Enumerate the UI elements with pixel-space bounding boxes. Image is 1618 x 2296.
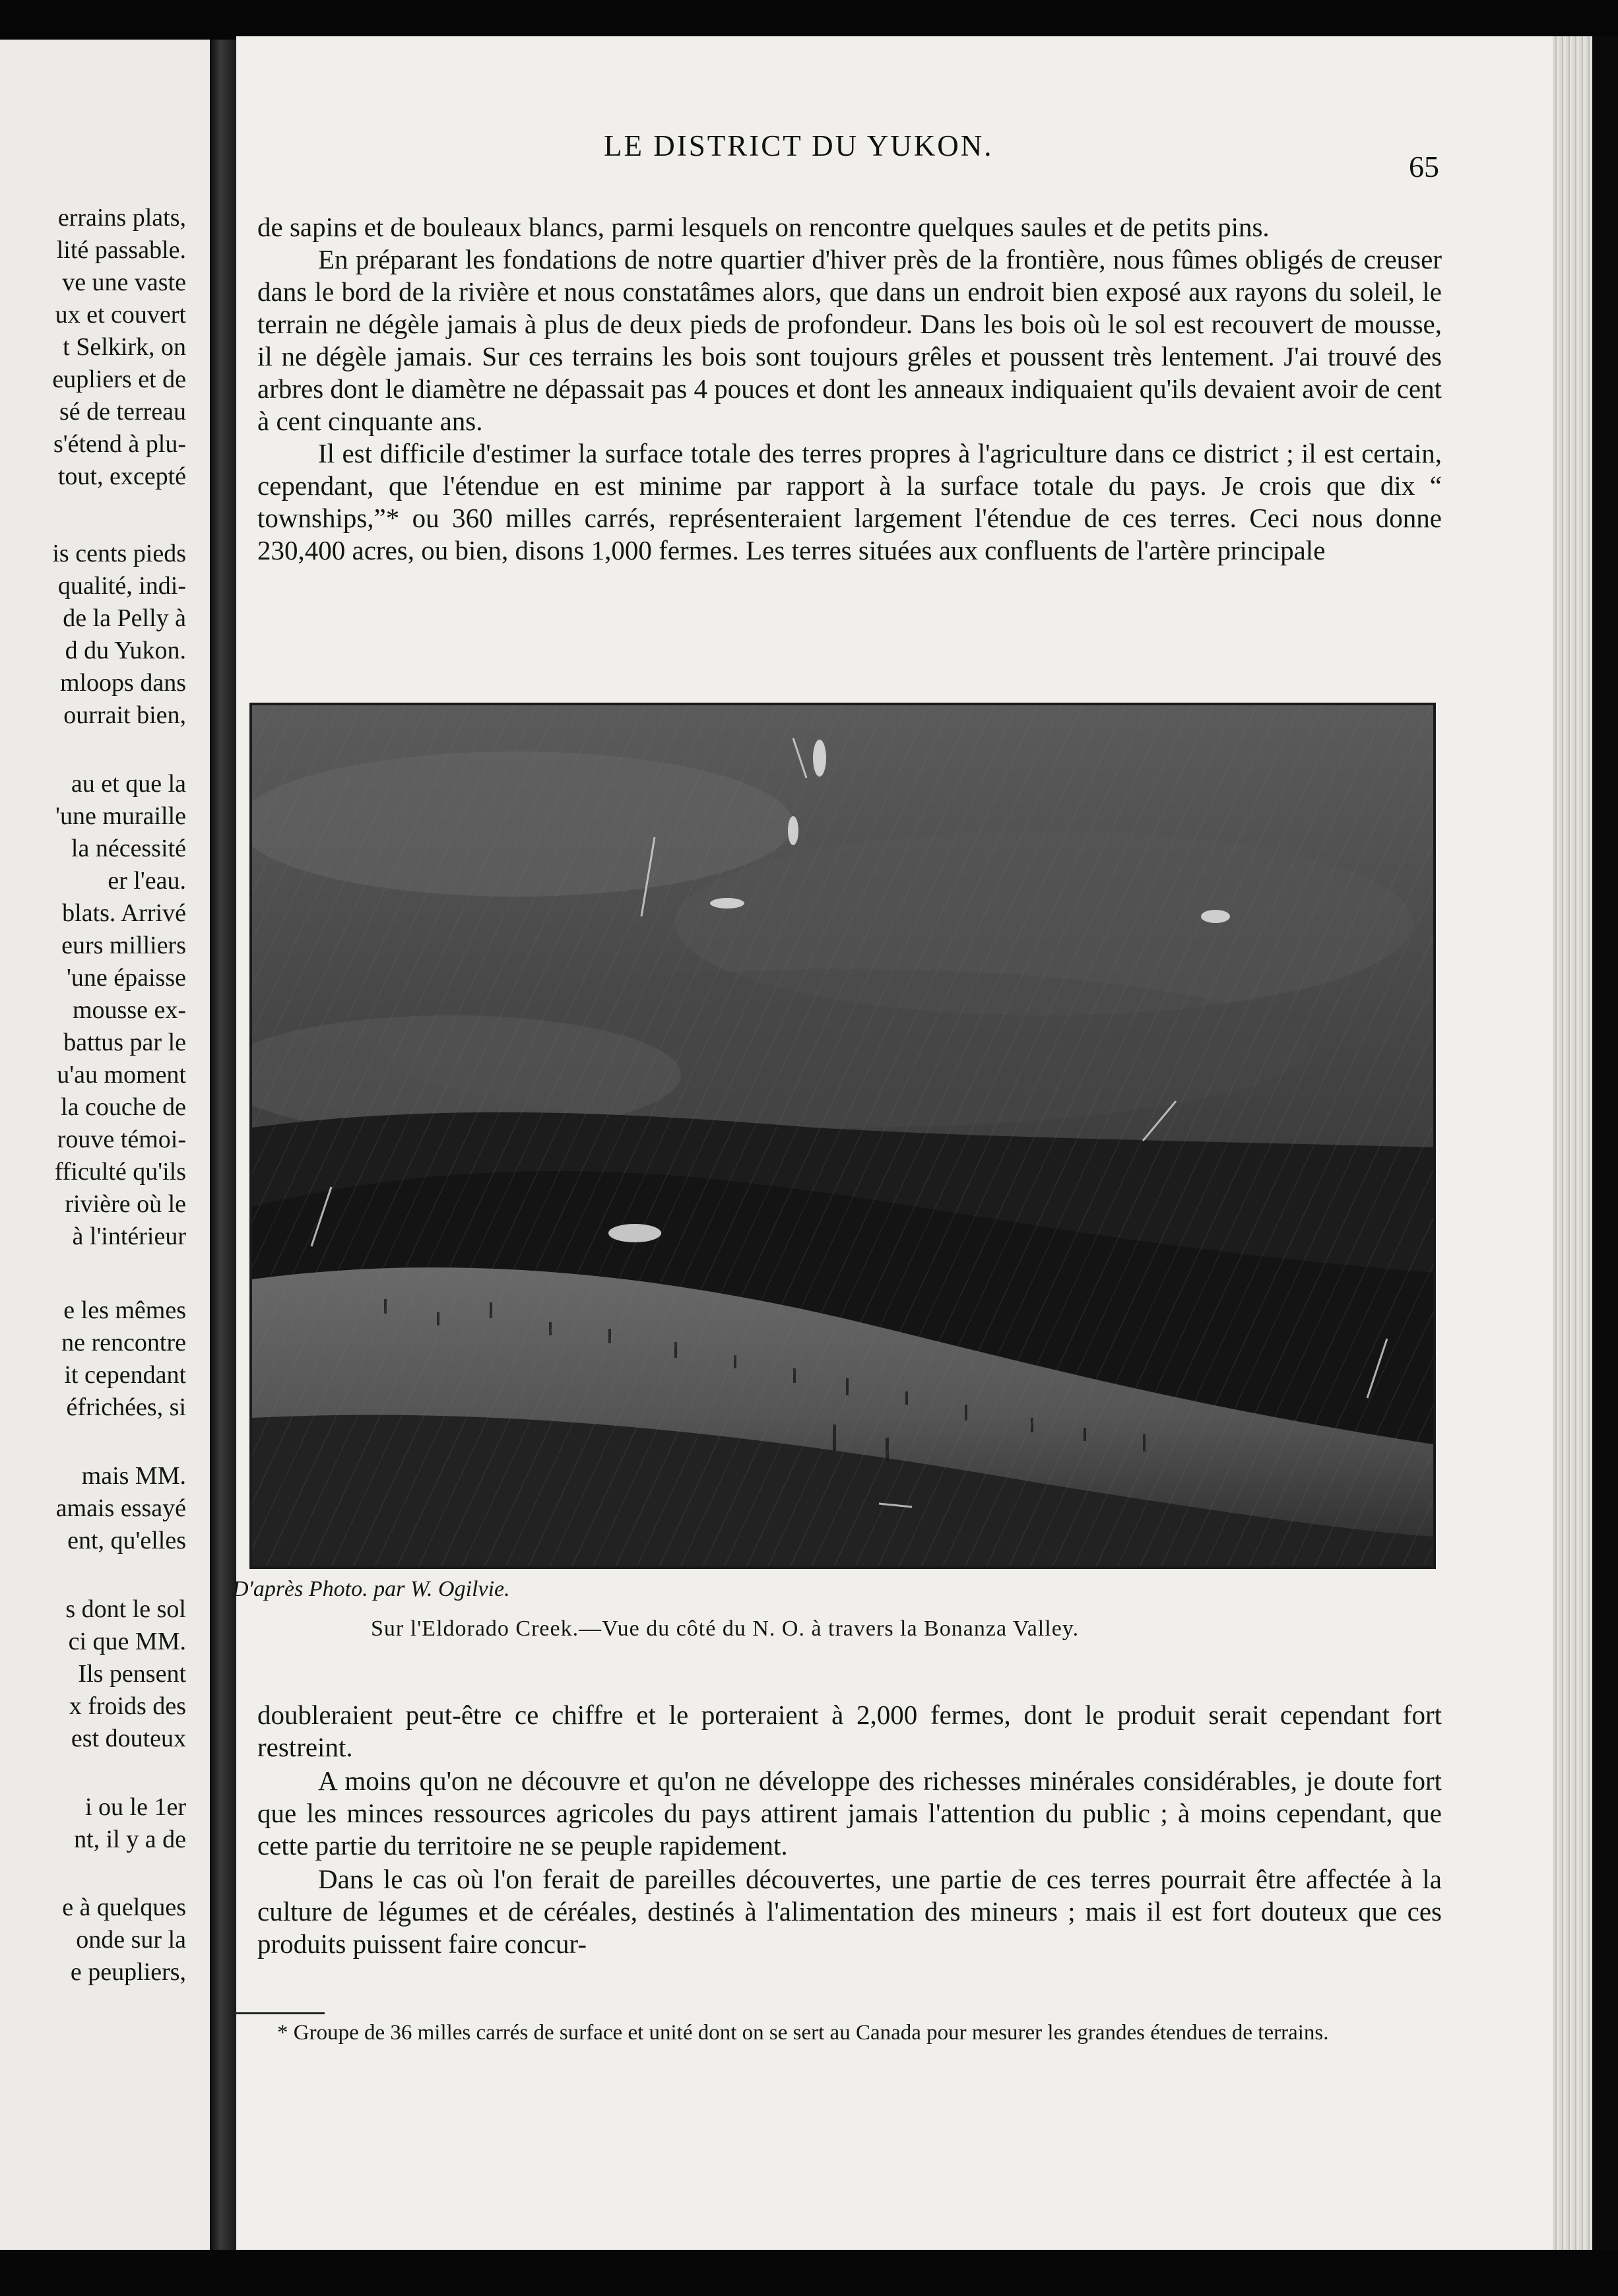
previous-page-line: er l'eau. bbox=[108, 867, 186, 895]
previous-page-line: est douteux bbox=[71, 1725, 186, 1752]
previous-page-line: la nécessité bbox=[71, 835, 186, 862]
previous-page-line: mousse ex- bbox=[72, 996, 186, 1024]
footnote-rule bbox=[232, 2012, 325, 2014]
previous-page-line: rouve témoi- bbox=[57, 1126, 186, 1153]
paragraph: de sapins et de bouleaux blancs, parmi lesquels on rencontre quelques saules et de petits pins. bbox=[257, 212, 1270, 242]
scan-border-bottom bbox=[0, 2250, 1618, 2296]
previous-page-line: ent, qu'elles bbox=[67, 1527, 186, 1554]
body-text-top bbox=[257, 211, 1442, 567]
previous-page-line: fficulté qu'ils bbox=[54, 1158, 186, 1186]
book-gutter bbox=[210, 40, 236, 2250]
previous-page-line: errains plats, bbox=[57, 204, 186, 232]
footnote-text: * Groupe de 36 milles carrés de surface et unité dont on se sert au Canada pour mesurer les grandes étendues de terrains. bbox=[277, 2021, 1329, 2045]
previous-page-line: lité passable. bbox=[56, 236, 186, 264]
previous-page-line: ux et couvert bbox=[55, 301, 186, 329]
paragraph: En préparant les fondations de notre quartier d'hiver près de la frontière, nous fûmes obligés de creuser dans le bord de la rivière et nous constatâmes alors, que dans un endroit bien exposé aux rayons du soleil, le terrain ne dégèle jamais à plus de deux pieds de profondeur. Dans les bois où le sol est recouvert de mousse, il ne dégèle jamais. Sur ces terrains les bois sont toujours grêles et poussent très lentement. J'ai trouvé des arbres dont le diamètre ne dépassait pas 4 pouces et dont les anneaux indiquaient qu'ils devaient avoir de cent à cent cinquante ans. bbox=[257, 244, 1442, 436]
previous-page-line: amais essayé bbox=[55, 1494, 186, 1522]
previous-page-line: e peupliers, bbox=[70, 1958, 186, 1986]
previous-page-line: u'au moment bbox=[57, 1061, 186, 1089]
previous-page-line: battus par le bbox=[63, 1029, 186, 1056]
previous-page-line: éfrichées, si bbox=[66, 1393, 186, 1421]
body-text-bottom bbox=[257, 1699, 1442, 1960]
previous-page-line: au et que la bbox=[71, 770, 186, 798]
previous-page-line: e à quelques bbox=[62, 1894, 186, 1921]
previous-page-line: rivière où le bbox=[65, 1190, 186, 1218]
photo-credit: D'après Photo. par W. Ogilvie. bbox=[232, 1577, 510, 1601]
previous-page-line: onde sur la bbox=[76, 1926, 186, 1954]
previous-page-line: tout, excepté bbox=[57, 462, 186, 490]
previous-page-line: d du Yukon. bbox=[65, 637, 186, 664]
previous-page-line: it cependant bbox=[64, 1361, 186, 1389]
previous-page-line: x froids des bbox=[69, 1692, 186, 1720]
page-stack-edge bbox=[1553, 36, 1592, 2253]
previous-page-line: ourrait bien, bbox=[63, 701, 186, 729]
previous-page-line: t Selkirk, on bbox=[63, 333, 186, 361]
previous-page-line: eupliers et de bbox=[52, 366, 186, 393]
running-head: LE DISTRICT DU YUKON. bbox=[604, 129, 994, 162]
previous-page-fragment bbox=[0, 40, 210, 2250]
previous-page-line: ve une vaste bbox=[62, 269, 186, 296]
previous-page-line: nt, il y a de bbox=[74, 1826, 186, 1853]
page-number: 65 bbox=[1409, 150, 1439, 183]
previous-page-line: à l'intérieur bbox=[72, 1223, 186, 1250]
previous-page-line: mloops dans bbox=[59, 669, 186, 697]
scan-border-right bbox=[1592, 36, 1618, 2253]
previous-page-line: e les mêmes bbox=[63, 1296, 186, 1324]
previous-page-line: 'une muraille bbox=[55, 802, 186, 830]
previous-page-line: Ils pensent bbox=[78, 1660, 186, 1688]
previous-page-line: is cents pieds bbox=[52, 540, 186, 567]
paragraph: Il est difficile d'estimer la surface totale des terres propres à l'agriculture dans ce district ; il est certain, cependant, que l'étendue en est minime par rapport à la surface totale du pays. Je crois que dix “ townships,”* ou 360 milles carrés, représenteraient largement l'étendue de ces terres. Ceci nous donne 230,400 acres, ou bien, disons 1,000 fermes. Les terres situées aux confluents de l'artère principale bbox=[257, 438, 1442, 565]
previous-page-line: s'étend à plu- bbox=[53, 430, 186, 458]
previous-page-line: ci que MM. bbox=[68, 1628, 186, 1655]
previous-page-line: eurs milliers bbox=[61, 932, 186, 959]
previous-page-line: 'une épaisse bbox=[67, 964, 186, 992]
paragraph: doubleraient peut-être ce chiffre et le porteraient à 2,000 fermes, dont le produit serait cependant fort restreint. bbox=[257, 1700, 1442, 1762]
scan-border-top bbox=[0, 0, 1618, 41]
previous-page-line: s dont le sol bbox=[65, 1595, 186, 1623]
photo-caption: Sur l'Eldorado Creek.—Vue du côté du N. O. à travers la Bonanza Valley. bbox=[371, 1616, 1080, 1641]
previous-page-line: ne rencontre bbox=[61, 1329, 186, 1356]
previous-page-line: qualité, indi- bbox=[57, 572, 186, 600]
previous-page-line: blats. Arrivé bbox=[62, 899, 186, 927]
paragraph: A moins qu'on ne découvre et qu'on ne développe des richesses minérales considérables, je doute fort que les minces ressources agricoles du pays attirent jamais l'attention du public ; à moins cependant, que cette partie du territoire ne se peuple rapidement. bbox=[257, 1766, 1442, 1861]
previous-page-line: i ou le 1er bbox=[84, 1793, 186, 1821]
photograph-eldorado-creek bbox=[249, 703, 1436, 1569]
footnote bbox=[232, 2019, 1413, 2047]
paragraph: Dans le cas où l'on ferait de pareilles découvertes, une partie de ces terres pourrait être affectée à la culture de légumes et de céréales, destinés à l'alimentation des mineurs ; mais il est fort douteux que ces produits puissent faire concur- bbox=[257, 1864, 1442, 1959]
previous-page-line: de la Pelly à bbox=[63, 604, 186, 632]
previous-page-line: mais MM. bbox=[81, 1462, 186, 1490]
previous-page-line: sé de terreau bbox=[59, 398, 186, 426]
previous-page-line: la couche de bbox=[61, 1093, 186, 1121]
